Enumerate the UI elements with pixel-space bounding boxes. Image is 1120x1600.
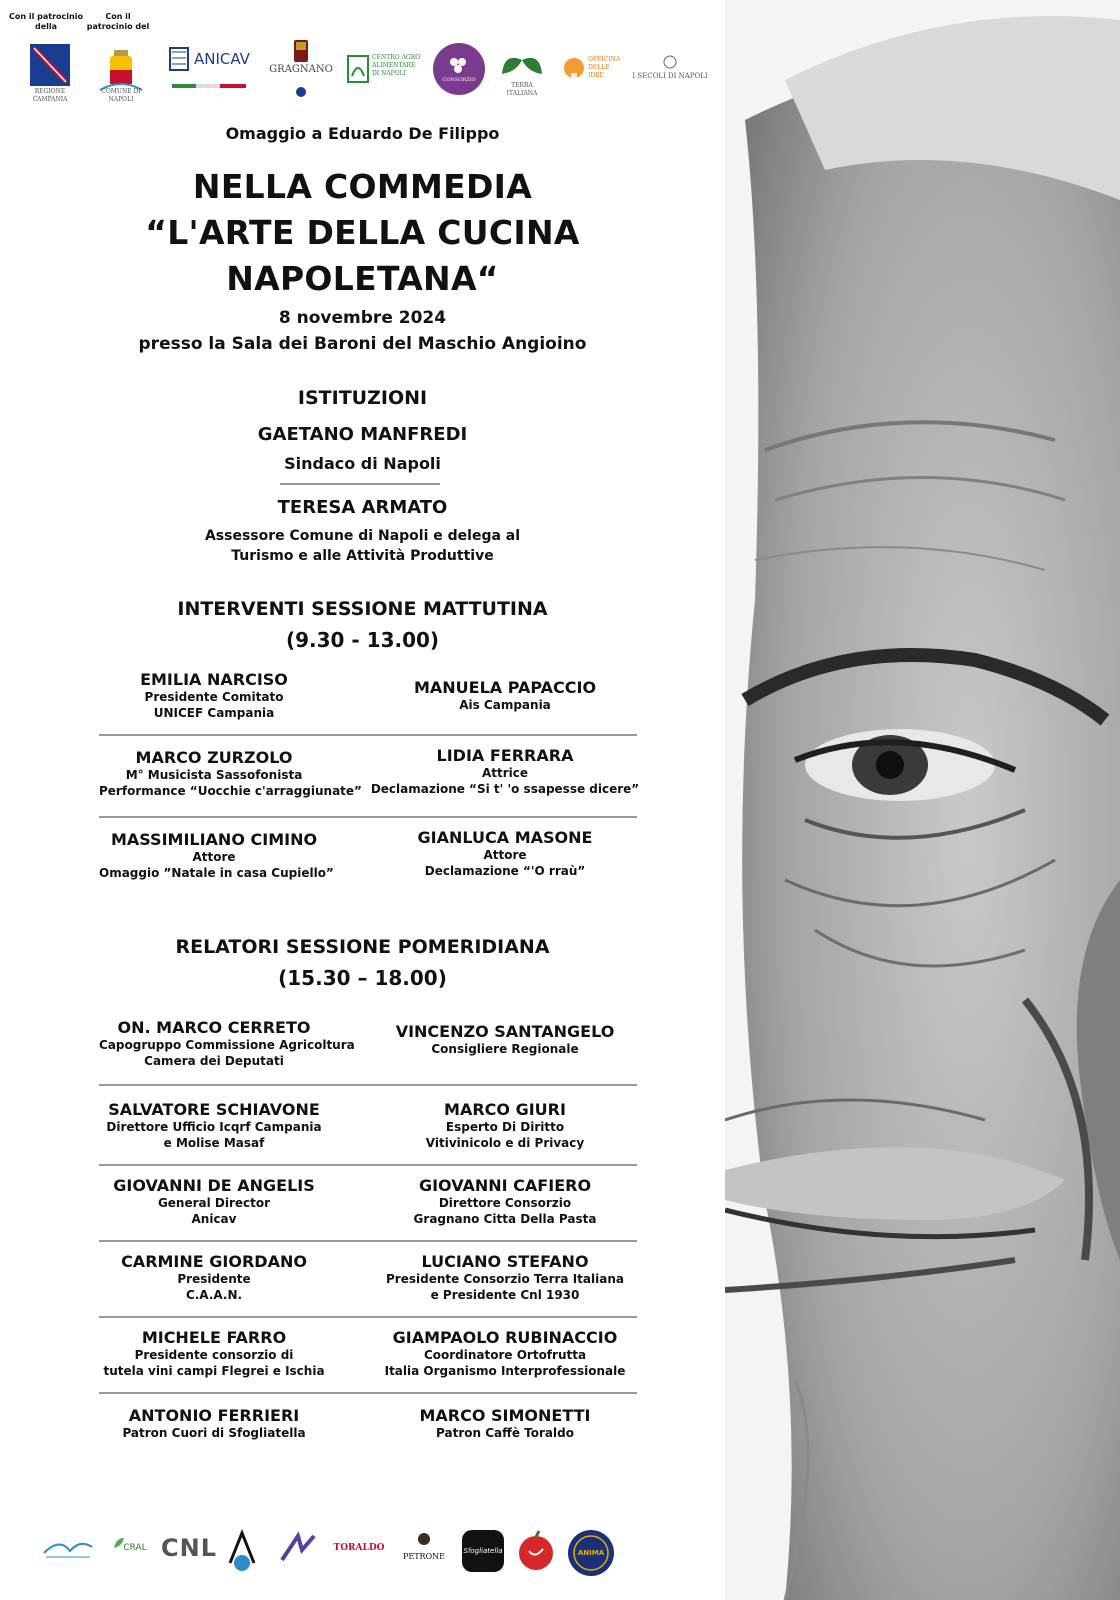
officina-idee-logo [562,52,624,88]
lightbulb-icon [562,56,586,80]
speaker-card [370,1100,640,1151]
speaker-role: C.A.A.N. [185,1288,243,1302]
speaker-card [99,1328,329,1379]
speaker-card [99,1100,329,1151]
speaker-card [370,1252,640,1303]
speaker-card [370,1176,640,1227]
afternoon-row [99,1176,637,1254]
regione-campania-logo [22,42,78,103]
caan-label: CENTRO AGRO ALIMENTARE DI NAPOLI [372,54,421,77]
speaker-name: GIOVANNI CAFIERO [418,1176,592,1195]
speaker-card [370,828,640,879]
speaker-role: Presidente Consorzio Terra Italiana [386,1272,624,1286]
speaker-role: Presidente Comitato [144,690,284,704]
footer-logo-anima [566,1528,616,1578]
stripe-mark-icon [278,1530,318,1566]
speaker-name: CARMINE GIORDANO [121,1252,307,1271]
istituzioni-heading: ISTITUZIONI [297,387,428,409]
letter-a-drop-icon [224,1529,260,1575]
secoli-crest-icon [662,54,678,70]
afternoon-row [99,1100,637,1178]
speaker-role: Attore [192,850,236,864]
speaker-name: MANUELA PAPACCIO [413,678,597,697]
footer-logo-petrone [398,1528,450,1572]
morning-row [99,830,637,908]
row-divider [99,816,637,818]
footer-logo-cnl [162,1528,216,1568]
speaker-name: GIAMPAOLO RUBINACCIO [392,1328,618,1347]
speaker-name: MICHELE FARRO [141,1328,287,1347]
speaker-card [370,1022,640,1057]
row-divider [99,1316,637,1318]
speaker-role: Declamazione “Si t' 'o ssapesse dicere” [370,782,640,796]
event-venue: presso la Sala dei Baroni del Maschio Angioino [138,334,587,354]
istituzioni-divider [280,483,440,485]
terra-italiana-leaf-icon [496,44,548,80]
event-tagline: Omaggio a Eduardo De Filippo [225,124,500,143]
speaker-name: SALVATORE SCHIAVONE [108,1100,320,1119]
istituzioni-p2-role-2: Turismo e alle Attività Produttive [231,548,494,564]
speaker-card [99,1252,329,1303]
red-apple-icon [517,1529,555,1573]
anicav-label: ANICAV [194,50,250,68]
event-date: 8 novembre 2024 [278,308,447,328]
consorzio-purple-label: CONSORZIO [442,77,476,83]
footer-logo-sfogliatella [460,1528,506,1574]
speaker-card [99,1406,329,1441]
speaker-role: Presidente [177,1272,251,1286]
speaker-role: Ais Campania [459,698,551,712]
afternoon-hours: (15.30 – 18.00) [278,966,447,990]
speaker-role: Capogruppo Commissione Agricoltura [99,1038,355,1052]
gragnano-logo [266,38,336,100]
speaker-card [370,678,640,713]
secoli-napoli-logo [630,52,710,92]
row-divider [99,1164,637,1166]
speaker-name: MARCO ZURZOLO [135,748,293,767]
petrone-coffee-icon [417,1532,431,1546]
caan-leaf-icon [346,54,370,84]
footer-logo-stripe [276,1528,320,1568]
speaker-role: Declamazione “'O rraù” [424,864,586,878]
title-line-1: NELLA COMMEDIA [192,167,533,206]
speaker-name: GIANLUCA MASONE [417,828,593,847]
footer-logo-bird [40,1528,96,1568]
speaker-role: Italia Organismo Interprofessionale [384,1364,626,1378]
title-line-2: “L'ARTE DELLA CUCINA [145,213,580,252]
cnl-label: CNL [161,1534,217,1562]
istituzioni-p2-name: TERESA ARMATO [277,497,448,518]
speaker-name: EMILIA NARCISO [140,670,288,689]
speaker-role: e Presidente Cnl 1930 [430,1288,580,1302]
comune-napoli-logo [92,42,150,103]
istituzioni-p1-role: Sindaco di Napoli [284,454,441,473]
speaker-name: GIOVANNI DE ANGELIS [113,1176,315,1195]
speaker-card [370,1406,640,1441]
footer-logo-cral [108,1528,148,1568]
footer-logo-apple [516,1528,556,1574]
row-divider [99,1084,637,1086]
speaker-card [99,830,334,881]
officina-idee-label: OFFICINA DELLE IDEE [588,56,621,79]
cral-label: CRAL [123,1543,147,1553]
speaker-role: Patron Cuori di Sfogliatella [122,1426,306,1440]
speaker-role: Consigliere Regionale [431,1042,579,1056]
afternoon-row [99,1406,637,1484]
istituzioni-p2-role-1: Assessore Comune di Napoli e delega al [204,528,521,544]
morning-heading: INTERVENTI SESSIONE MATTUTINA [177,598,548,620]
speaker-name: ANTONIO FERRIERI [128,1406,300,1425]
speaker-name: LUCIANO STEFANO [421,1252,589,1271]
speaker-role: General Director [157,1196,271,1210]
morning-row [99,670,637,748]
speaker-role: Patron Caffè Toraldo [436,1426,574,1440]
speaker-card [99,748,362,799]
portrait-photo [725,0,1120,1600]
comune-napoli-label: COMUNE DI NAPOLI [101,88,141,103]
consorzio-purple-logo [432,42,486,96]
row-divider [99,1240,637,1242]
speaker-name: VINCENZO SANTANGELO [395,1022,615,1041]
secoli-napoli-label: I SECOLI DI NAPOLI [632,72,708,80]
caan-logo [346,50,426,90]
footer-logo-toraldo [334,1528,384,1568]
terra-italiana-logo [496,44,548,96]
speaker-role: Vitivinicolo e di Privacy [425,1136,585,1150]
gragnano-label: GRAGNANO [269,64,333,75]
speaker-role: Esperto Di Diritto [445,1120,565,1134]
speaker-role: Camera dei Deputati [144,1054,284,1068]
toraldo-label: TORALDO [333,1543,385,1553]
speaker-name: LIDIA FERRARA [436,746,574,765]
speaker-name: MASSIMILIANO CIMINO [110,830,318,849]
speaker-card [99,670,329,721]
speaker-role: e Molise Masaf [163,1136,265,1150]
istituzioni-p1-name: GAETANO MANFREDI [257,424,468,445]
speaker-card [99,1176,329,1227]
sfogliatella-label: Sfogliatella [463,1547,503,1555]
speaker-role: Anicav [191,1212,237,1226]
title-line-3: NAPOLETANA“ [226,259,499,298]
morning-row [99,746,640,826]
patron-label-regione: Con il patrocinio della [9,12,83,31]
afternoon-heading: RELATORI SESSIONE POMERIDIANA [175,936,550,958]
speaker-role: tutela vini campi Flegrei e Ischia [103,1364,325,1378]
terra-italiana-label: TERRA ITALIANA [506,82,538,97]
afternoon-row [99,1328,637,1406]
anima-label: ANIMA [577,1549,605,1557]
patron-label-comune: Con il patrocinio del [86,12,150,31]
speaker-role: Coordinatore Ortofrutta [423,1348,587,1362]
speaker-role: Presidente consorzio di [134,1348,294,1362]
speaker-role: Gragnano Citta Della Pasta [413,1212,597,1226]
footer-logo-a [222,1528,262,1576]
speaker-role: Direttore Consorzio [438,1196,572,1210]
portrait-illustration [725,0,1120,1600]
speaker-role: Attrice [481,766,529,780]
speaker-role: Performance “Uocchie c'arraggiunate” [99,784,362,798]
speaker-role: Direttore Ufficio Icqrf Campania [106,1120,322,1134]
cral-leaf-icon [112,1536,126,1550]
speaker-card [370,1328,640,1379]
speaker-role: UNICEF Campania [153,706,275,720]
speaker-name: MARCO SIMONETTI [419,1406,591,1425]
consorzio-grape-icon [432,42,486,96]
morning-hours: (9.30 - 13.00) [285,628,440,652]
speaker-role: Attore [483,848,527,862]
speaker-card [99,1018,355,1069]
speaker-name: MARCO GIURI [444,1100,566,1119]
anicav-logo [168,44,252,94]
speaker-role: Omaggio ”Natale in casa Cupiello” [99,866,334,880]
regione-campania-label: REGIONE CAMPANIA [32,88,68,103]
row-divider [99,1392,637,1394]
afternoon-row [99,1252,637,1330]
speaker-card [370,746,640,797]
speaker-name: ON. MARCO CERRETO [117,1018,311,1037]
bird-icon [40,1533,96,1563]
row-divider [99,734,637,736]
speaker-role: M° Musicista Sassofonista [125,768,303,782]
event-title [0,164,725,302]
petrone-label: PETRONE [403,1552,445,1561]
